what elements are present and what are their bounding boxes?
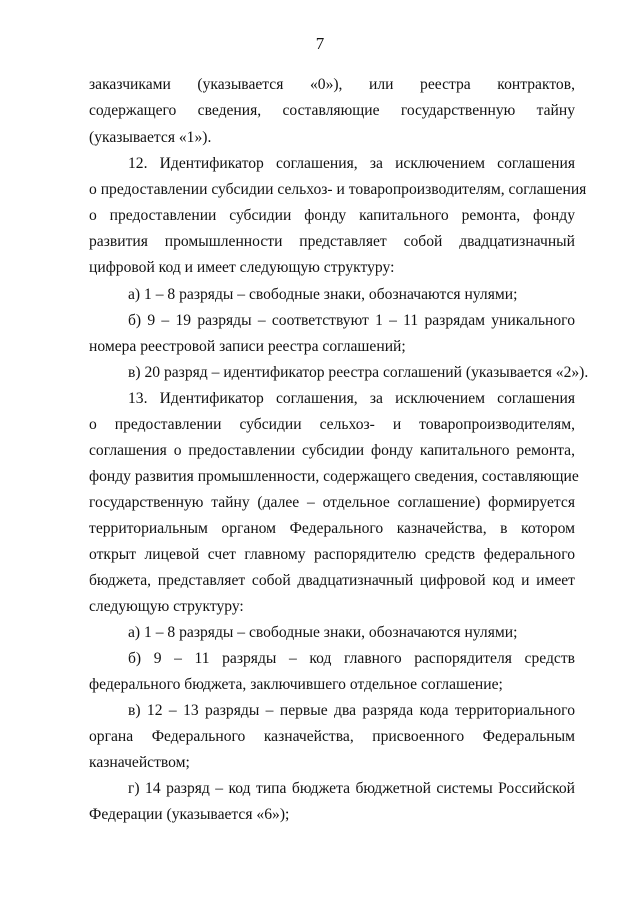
text-line: г) 14 разряд – код типа бюджета бюджетной системы Российской	[128, 780, 575, 797]
text-line: о предоставлении субсидии сельхоз- и товаропроизводителям, соглашения	[89, 181, 587, 198]
text-line: казначейством;	[89, 754, 190, 771]
text-line: номера реестровой записи реестра соглашений;	[89, 338, 406, 355]
text-line: соглашения о предоставлении субсидии фонду капитального ремонта,	[89, 442, 575, 459]
text-line: в) 12 – 13 разряды – первые два разряда кода территориального	[128, 702, 575, 719]
text-line: 12. Идентификатор соглашения, за исключением соглашения	[128, 155, 575, 172]
text-line: цифровой код и имеет следующую структуру:	[89, 259, 395, 276]
text-line: Федерации (указывается «6»);	[89, 806, 290, 823]
text-line: б) 9 – 19 разряды – соответствуют 1 – 11 разрядам уникального	[128, 312, 575, 329]
page-number: 7	[315, 34, 325, 53]
text-line: федерального бюджета, заключившего отдельное соглашение;	[89, 676, 503, 693]
text-line: фонду развития промышленности, содержащего сведения, составляющие	[89, 468, 579, 485]
text-line: бюджета, представляет собой двадцатизначный цифровой код и имеет	[89, 572, 575, 589]
text-line: территориальным органом Федерального казначейства, в котором	[89, 520, 575, 537]
text-line: открыт лицевой счет главному распорядителю средств федерального	[89, 546, 575, 563]
text-line: развития промышленности представляет собой двадцатизначный	[89, 233, 575, 250]
text-line: а) 1 – 8 разряды – свободные знаки, обозначаются нулями;	[128, 286, 518, 303]
text-line: государственную тайну (далее – отдельное соглашение) формируется	[89, 494, 575, 511]
text-line: а) 1 – 8 разряды – свободные знаки, обозначаются нулями;	[128, 624, 518, 641]
text-line: содержащего сведения, составляющие государственную тайну	[89, 102, 575, 119]
text-line: в) 20 разряд – идентификатор реестра соглашений (указывается «2»).	[128, 364, 589, 381]
text-line: заказчиками (указывается «0»), или реестра контрактов,	[89, 76, 575, 93]
text-line: о предоставлении субсидии сельхоз- и товаропроизводителям,	[89, 416, 575, 433]
text-line: 13. Идентификатор соглашения, за исключением соглашения	[128, 390, 575, 407]
text-line: о предоставлении субсидии фонду капитального ремонта, фонду	[89, 207, 575, 224]
text-line: органа Федерального казначейства, присвоенного Федеральным	[89, 728, 575, 745]
text-line: (указывается «1»).	[89, 129, 212, 146]
text-line: следующую структуру:	[89, 598, 244, 615]
text-line: б) 9 – 11 разряды – код главного распорядителя средств	[128, 650, 575, 667]
